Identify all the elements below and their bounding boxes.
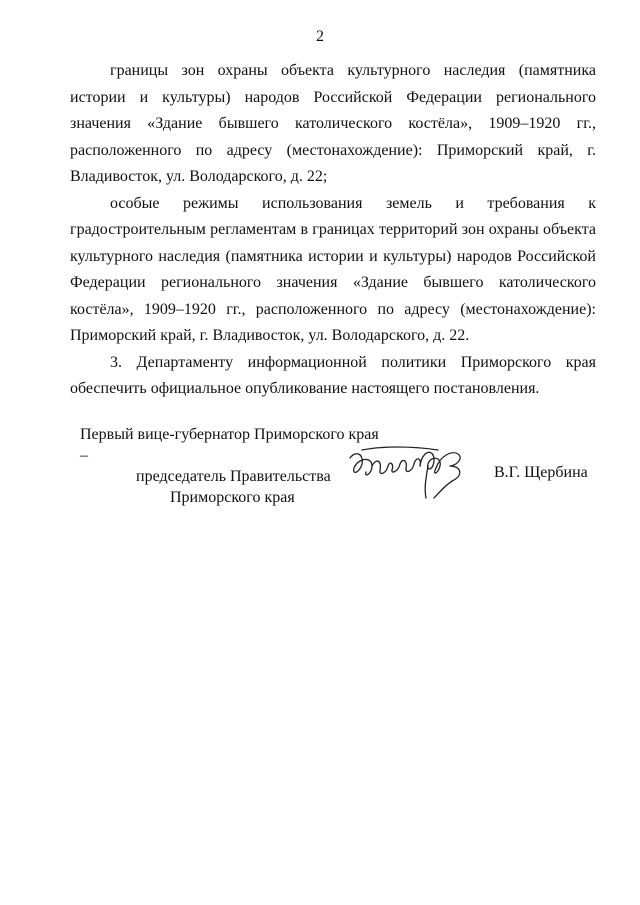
signatory-title-line-2: председатель Правительства <box>136 468 331 485</box>
signatory-title-line-3: Приморского края <box>170 489 295 506</box>
signer-name: В.Г. Щербина <box>494 464 588 481</box>
handwritten-signature <box>342 436 492 506</box>
document-body <box>70 58 596 403</box>
signatory-title <box>80 424 380 508</box>
paragraph-land-use-regimes: особые режимы использования земель и требования к градостроительным регламентам в границах территорий зон охраны объекта культурного наследия (памятника истории и культуры) народов Российской Федерации регионального значения «Здание бывшего католического костёла», 1909–1920 гг., расположенного по адресу (местонахождение): Приморский край, г. Владивосток, ул. Володарского, д. 22. <box>70 194 596 344</box>
paragraph-publication-order: 3. Департаменту информационной политики Приморского края обеспечить официальное опубликование настоящего постановления. <box>70 353 596 397</box>
signature-block <box>0 424 640 504</box>
signatory-title-line-1: Первый вице-губернатор Приморского края – <box>80 426 379 464</box>
page-number: 2 <box>316 28 324 45</box>
paragraph-protection-zone-boundaries: границы зон охраны объекта культурного наследия (памятника истории и культуры) народов Российской Федерации регионального значения «Здание бывшего католического костёла», 1909–1920 гг., расположенного по адресу (местонахождение): Приморский край, г. Владивосток, ул. Володарского, д. 22; <box>70 62 596 185</box>
